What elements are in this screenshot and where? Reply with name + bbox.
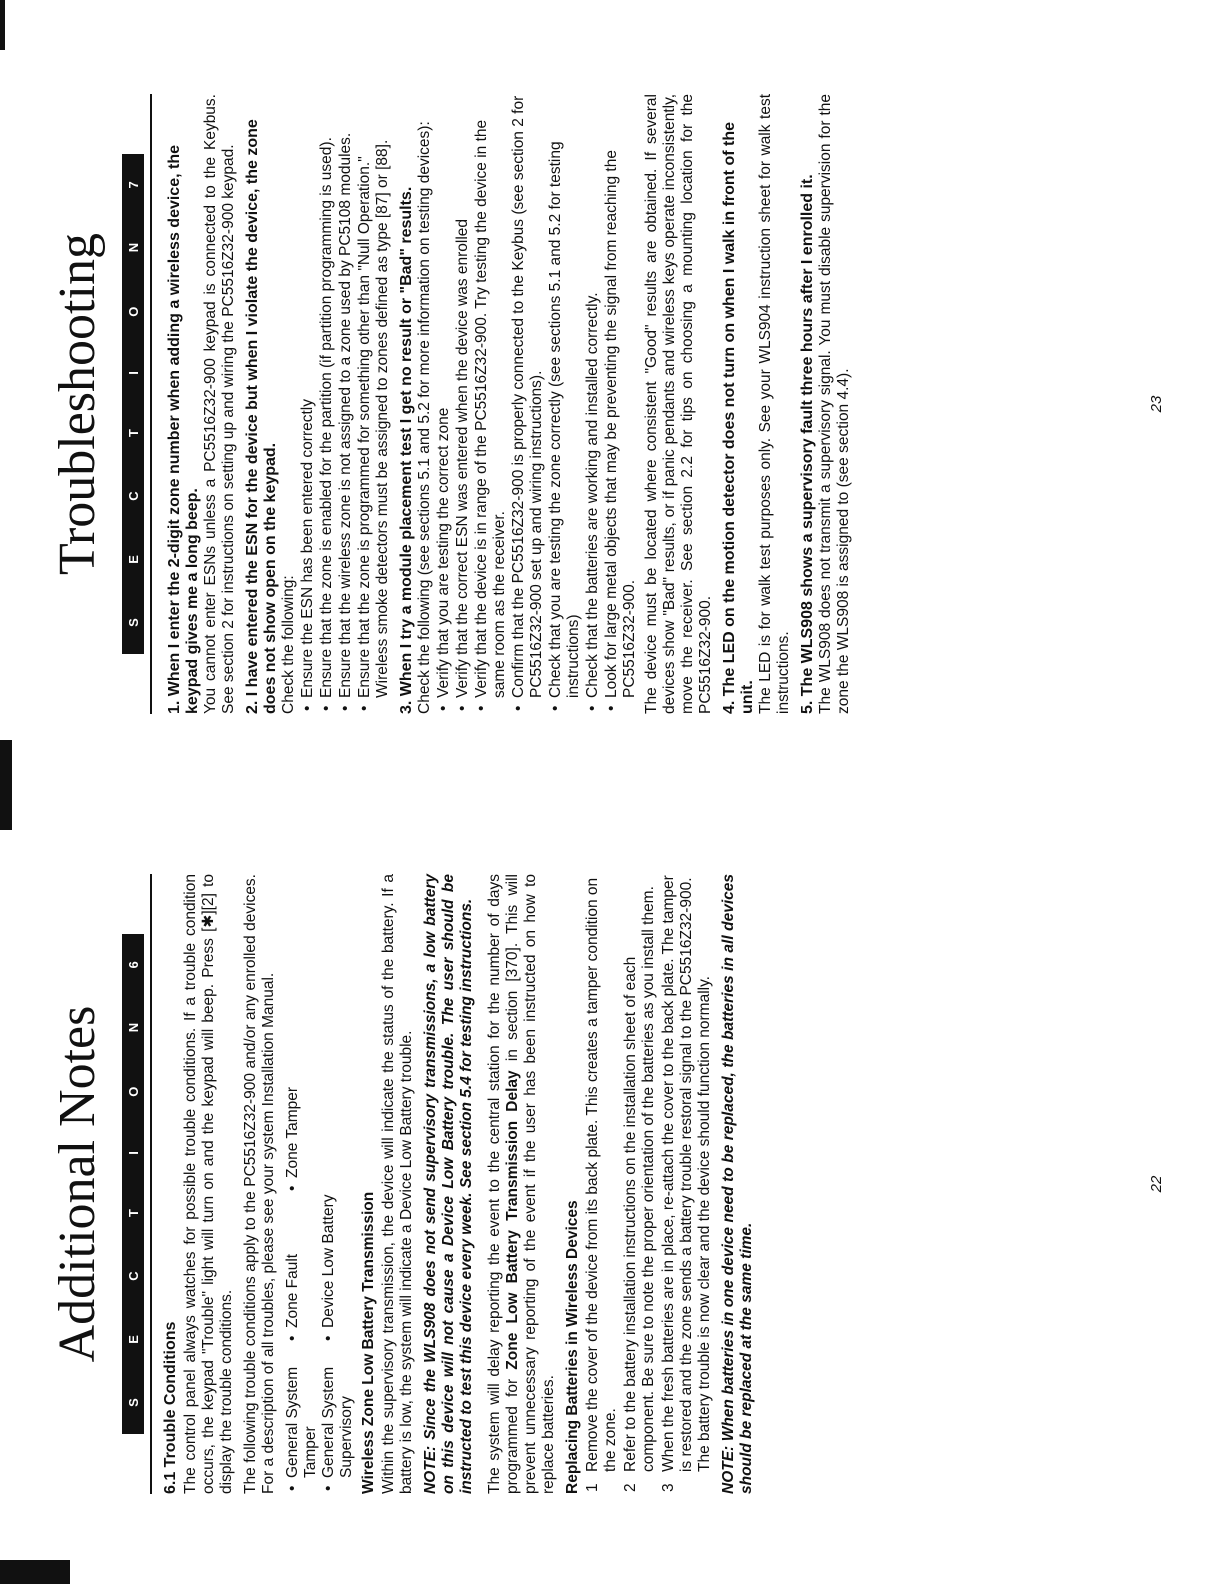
subheading: Wireless Zone Low Battery Transmission — [360, 1191, 377, 1494]
list-item: • Ensure that the wireless zone is not assigned to a zone used by PC5108 modules. — [337, 94, 355, 714]
note — [720, 874, 756, 1494]
section-bar — [122, 934, 144, 1434]
list-item — [584, 874, 620, 1494]
bold-term: Zone Low Battery Transmission Delay — [504, 1070, 521, 1370]
section-number: 7 — [125, 181, 141, 189]
list-item: • General System Supervisory — [320, 1344, 356, 1494]
replace-steps — [584, 874, 714, 1494]
note — [422, 874, 476, 1494]
note-label: NOTE: — [422, 1445, 439, 1494]
text: in section [370]. This will prevent unnecessary reporting of the event if the user has been instructed on how to replace batteries. — [504, 874, 557, 1494]
note-text: Since the WLS908 does not send supervisory transmissions, a low battery on this device will not cause a Device Low Battery trouble. The user should be instructed to test this device every week. See section 5.4 for testing instructions. — [422, 874, 475, 1494]
step-text: When the fresh batteries are in place, re-attach the cover to the back plate. The tamper is restored and the zone sends a battery trouble restoral signal to the PC5516Z32-900. The battery trouble is now clear and the device should function normally. — [660, 875, 713, 1472]
text: The system will delay reporting the event to the central station for the number of days programmed for — [486, 874, 521, 1494]
answer: The LED is for walk test purposes only. See your WLS904 instruction sheet for walk test instructions. — [757, 94, 792, 714]
page-23-content — [160, 94, 859, 714]
section-letter: I — [125, 1151, 141, 1155]
list-item: • Ensure that the zone is programmed for something other than "Null Operation." Wireless smoke detectors must be assigned to zones defined as type [87] or [88]. — [356, 94, 392, 714]
page-number: 22 — [1148, 1175, 1165, 1193]
paragraph: The control panel always watches for possible trouble conditions. If a trouble condition occurs, the keypad "Trouble" light will turn on and the keypad will beep. Press [✱][2] to display the trouble conditions. — [182, 874, 235, 1494]
question-heading: 2. I have entered the ESN for the device but when I violate the device, the zone does not show open on the keypad. — [244, 119, 279, 714]
list-item: • Check that you are testing the zone correctly (see sections 5.1 and 5.2 for testing instructions) — [547, 94, 583, 714]
list-item: • Verify that the correct ESN was entered when the device was enrolled — [454, 94, 472, 714]
answer-intro: Check the following (see sections 5.1 and 5.2 for more information on testing devices): — [416, 121, 433, 714]
section-letter: C — [125, 1271, 141, 1281]
section-letter: O — [125, 306, 141, 317]
list-item: • Check that the batteries are working and installed correctly. — [584, 94, 602, 714]
list-item: • Ensure that the zone is enabled for the partition (if partition programming is used). — [318, 94, 336, 714]
section-letter: S — [125, 618, 141, 627]
list-item: • Device Low Battery — [320, 1194, 356, 1344]
paragraph: The following trouble conditions apply to the PC5516Z32-900 and/or any enrolled devices. For a description of all troubles, please see your system Installation Manual. — [242, 874, 277, 1494]
page-23 — [0, 34, 1224, 774]
subheading: Replacing Batteries in Wireless Devices — [564, 1200, 581, 1494]
trouble-condition-list — [284, 874, 356, 1494]
check-list — [299, 94, 392, 714]
page-number: 23 — [1148, 395, 1165, 413]
paragraph — [486, 874, 558, 1494]
list-item: • Confirm that the PC5516Z32-900 is properly connected to the Keybus (see section 2 for PC5516Z32-900 set up and wiring instructions). — [510, 94, 546, 714]
answer: The device must be located where consistent "Good" results are obtained. If several devices show "Bad" results, or if panic pendants and wireless keys operate inconsistently, move the receiver. See section 2.2 for tips on choosing a mounting location for the PC5516Z32-900. — [643, 94, 714, 714]
page-title: Additional Notes — [49, 1005, 106, 1363]
question-heading: 3. When I try a module placement test I get no result or "Bad" results. — [398, 186, 415, 714]
page-22 — [0, 814, 1224, 1554]
section-letter: N — [125, 1022, 141, 1033]
title-rule — [150, 874, 152, 1494]
step-number: 3 — [660, 1483, 677, 1492]
note-text: When batteries in one device need to be replaced, the batteries in all devices should be replaced at the same time. — [720, 874, 755, 1494]
step-number: 1 — [584, 1483, 601, 1492]
list-item — [660, 874, 714, 1494]
list-item: • Ensure the ESN has been entered correctly — [299, 94, 317, 714]
note-label: NOTE: — [720, 1445, 737, 1494]
answer: The WLS908 does not transmit a supervisory signal. You must disable supervision for the zone the WLS908 is assigned to (see section 4.4). — [817, 94, 852, 714]
paragraph: Within the supervisory transmission, the device will indicate the status of the battery. If a battery is low, the system will indicate a Device Low Battery trouble. — [380, 874, 415, 1494]
section-letter: E — [125, 555, 141, 564]
answer-intro: Check the following: — [280, 575, 297, 714]
section-letter: T — [125, 429, 141, 438]
section-letter: O — [125, 1086, 141, 1097]
step-text: Remove the cover of the device from its back plate. This creates a tamper condition on the zone. — [584, 877, 619, 1472]
section-letter: E — [125, 1335, 141, 1344]
list-item: • Zone Tamper — [284, 1044, 320, 1194]
list-item: • Zone Fault — [284, 1194, 320, 1344]
question-heading: 4. The LED on the motion detector does not turn on when I walk in front of the unit. — [721, 122, 756, 714]
section-letter: I — [125, 371, 141, 375]
answer: You cannot enter ESNs unless a PC5516Z32-900 keypad is connected to the Keybus. See section 2 for instructions on setting up and wiring the PC5516Z32-900 keypad. — [202, 94, 237, 714]
section-letter: T — [125, 1209, 141, 1218]
section-number: 6 — [125, 961, 141, 969]
list-item: • General System Tamper — [284, 1344, 320, 1494]
check-list — [435, 94, 639, 714]
list-item: • Verify that the device is in range of the PC5516Z32-900. Try testing the device in the same room as the receiver. — [473, 94, 509, 714]
section-letter: N — [125, 242, 141, 253]
list-item — [622, 874, 658, 1494]
section-letter: S — [125, 1398, 141, 1407]
list-item: • Verify that you are testing the correct zone — [435, 94, 453, 714]
section-bar — [122, 154, 144, 654]
page-22-content — [160, 874, 762, 1494]
step-number: 2 — [622, 1483, 639, 1492]
page-title: Troubleshooting — [49, 233, 106, 575]
step-text: Refer to the battery installation instructions on the installation sheet of each component. Be sure to note the proper orientation of the batteries as you install them. — [622, 886, 657, 1472]
section-heading: 6.1 Trouble Conditions — [162, 1321, 179, 1494]
section-letter: C — [125, 491, 141, 501]
question-heading: 1. When I enter the 2-digit zone number when adding a wireless device, the keypad gives me a long beep. — [166, 145, 201, 714]
list-item: • Look for large metal objects that may be preventing the signal from reaching the PC5516Z32-900. — [603, 94, 639, 714]
title-rule — [150, 94, 152, 714]
question-heading: 5. The WLS908 shows a supervisory fault three hours after I enrolled it. — [799, 174, 816, 714]
